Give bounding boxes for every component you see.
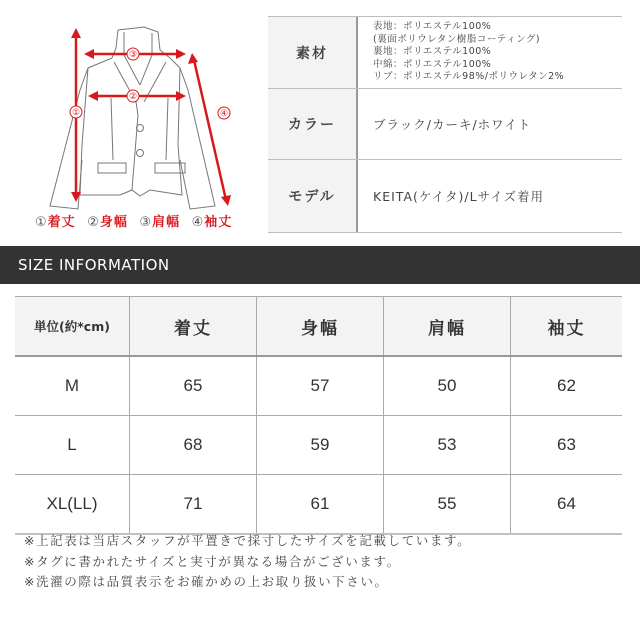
- material-line: (裏面ポリウレタン樹脂コーティング): [373, 33, 541, 45]
- material-line: 中綿：ポリエステル100%: [373, 58, 492, 70]
- legend-label-length: 着丈: [47, 215, 76, 230]
- measurement-legend: [35, 211, 238, 230]
- size-label: L: [15, 416, 130, 475]
- spec-row-color: [268, 89, 622, 160]
- cell-value: 61: [257, 475, 384, 535]
- note-line: ※タグに書かれたサイズと実寸が異なる場合がございます。: [24, 553, 401, 569]
- spec-key: カラー: [268, 89, 358, 159]
- note-line: ※洗濯の際は品質表示をお確かめの上お取り扱い下さい。: [24, 574, 389, 589]
- header-sleeve: 袖丈: [511, 297, 623, 357]
- header-chest: 身幅: [257, 297, 384, 357]
- spec-value: ブラック/カーキ/ホワイト: [373, 117, 532, 132]
- note-line: ※上記表は当店スタッフが平置きで採寸したサイズを記載しています。: [24, 533, 472, 548]
- legend-num: ②: [87, 215, 100, 230]
- marker-1: ①: [71, 108, 81, 118]
- cell-value: 59: [257, 416, 384, 475]
- legend-num: ④: [191, 215, 205, 230]
- cell-value: 50: [384, 356, 511, 416]
- marker-4: ④: [219, 109, 229, 119]
- legend-num: ③: [139, 215, 153, 230]
- spec-value: KEITA(ケイタ)/Lサイズ着用: [373, 189, 545, 204]
- jacket-illustration-icon: [20, 10, 260, 210]
- header-unit: 単位(約*cm): [15, 297, 130, 357]
- legend-label-chest: 身幅: [99, 215, 128, 230]
- legend-label-sleeve: 袖丈: [204, 215, 233, 230]
- jacket-measurement-diagram: [20, 10, 260, 240]
- table-row: [15, 475, 622, 535]
- size-label: XL(LL): [15, 475, 130, 535]
- legend-label-shoulder: 肩幅: [152, 215, 181, 230]
- spec-key: 素材: [268, 17, 358, 88]
- table-row: [15, 416, 622, 475]
- table-row: [15, 356, 622, 416]
- section-title: SIZE INFORMATION: [18, 256, 170, 274]
- cell-value: 68: [130, 416, 257, 475]
- material-line: 表地：ポリエステル100%: [373, 21, 492, 33]
- header-shoulder: 肩幅: [384, 297, 511, 357]
- size-table-header: [15, 297, 622, 357]
- cell-value: 64: [557, 494, 576, 513]
- section-header-band: [0, 246, 640, 284]
- cell-value: 71: [130, 475, 257, 535]
- product-spec-table: [268, 16, 622, 233]
- marker-3: ③: [128, 50, 138, 60]
- header-length: 着丈: [130, 297, 257, 357]
- spec-row-material: [268, 17, 622, 89]
- cell-value: 63: [557, 435, 576, 454]
- cell-value: 62: [557, 376, 576, 395]
- spec-key: モデル: [268, 160, 358, 232]
- material-line: リブ：ポリエステル98%/ポリウレタン2%: [373, 71, 565, 83]
- size-label: M: [15, 356, 130, 416]
- cell-value: 55: [384, 475, 511, 535]
- size-notes: [24, 531, 471, 593]
- cell-value: 53: [384, 416, 511, 475]
- material-line: 裏地：ポリエステル100%: [373, 46, 492, 58]
- cell-value: 65: [130, 356, 257, 416]
- marker-2: ②: [128, 92, 138, 102]
- cell-value: 57: [257, 356, 384, 416]
- spec-row-model: [268, 160, 622, 233]
- legend-num: ①: [35, 215, 48, 230]
- size-table: [15, 296, 622, 535]
- spec-value: [358, 17, 622, 88]
